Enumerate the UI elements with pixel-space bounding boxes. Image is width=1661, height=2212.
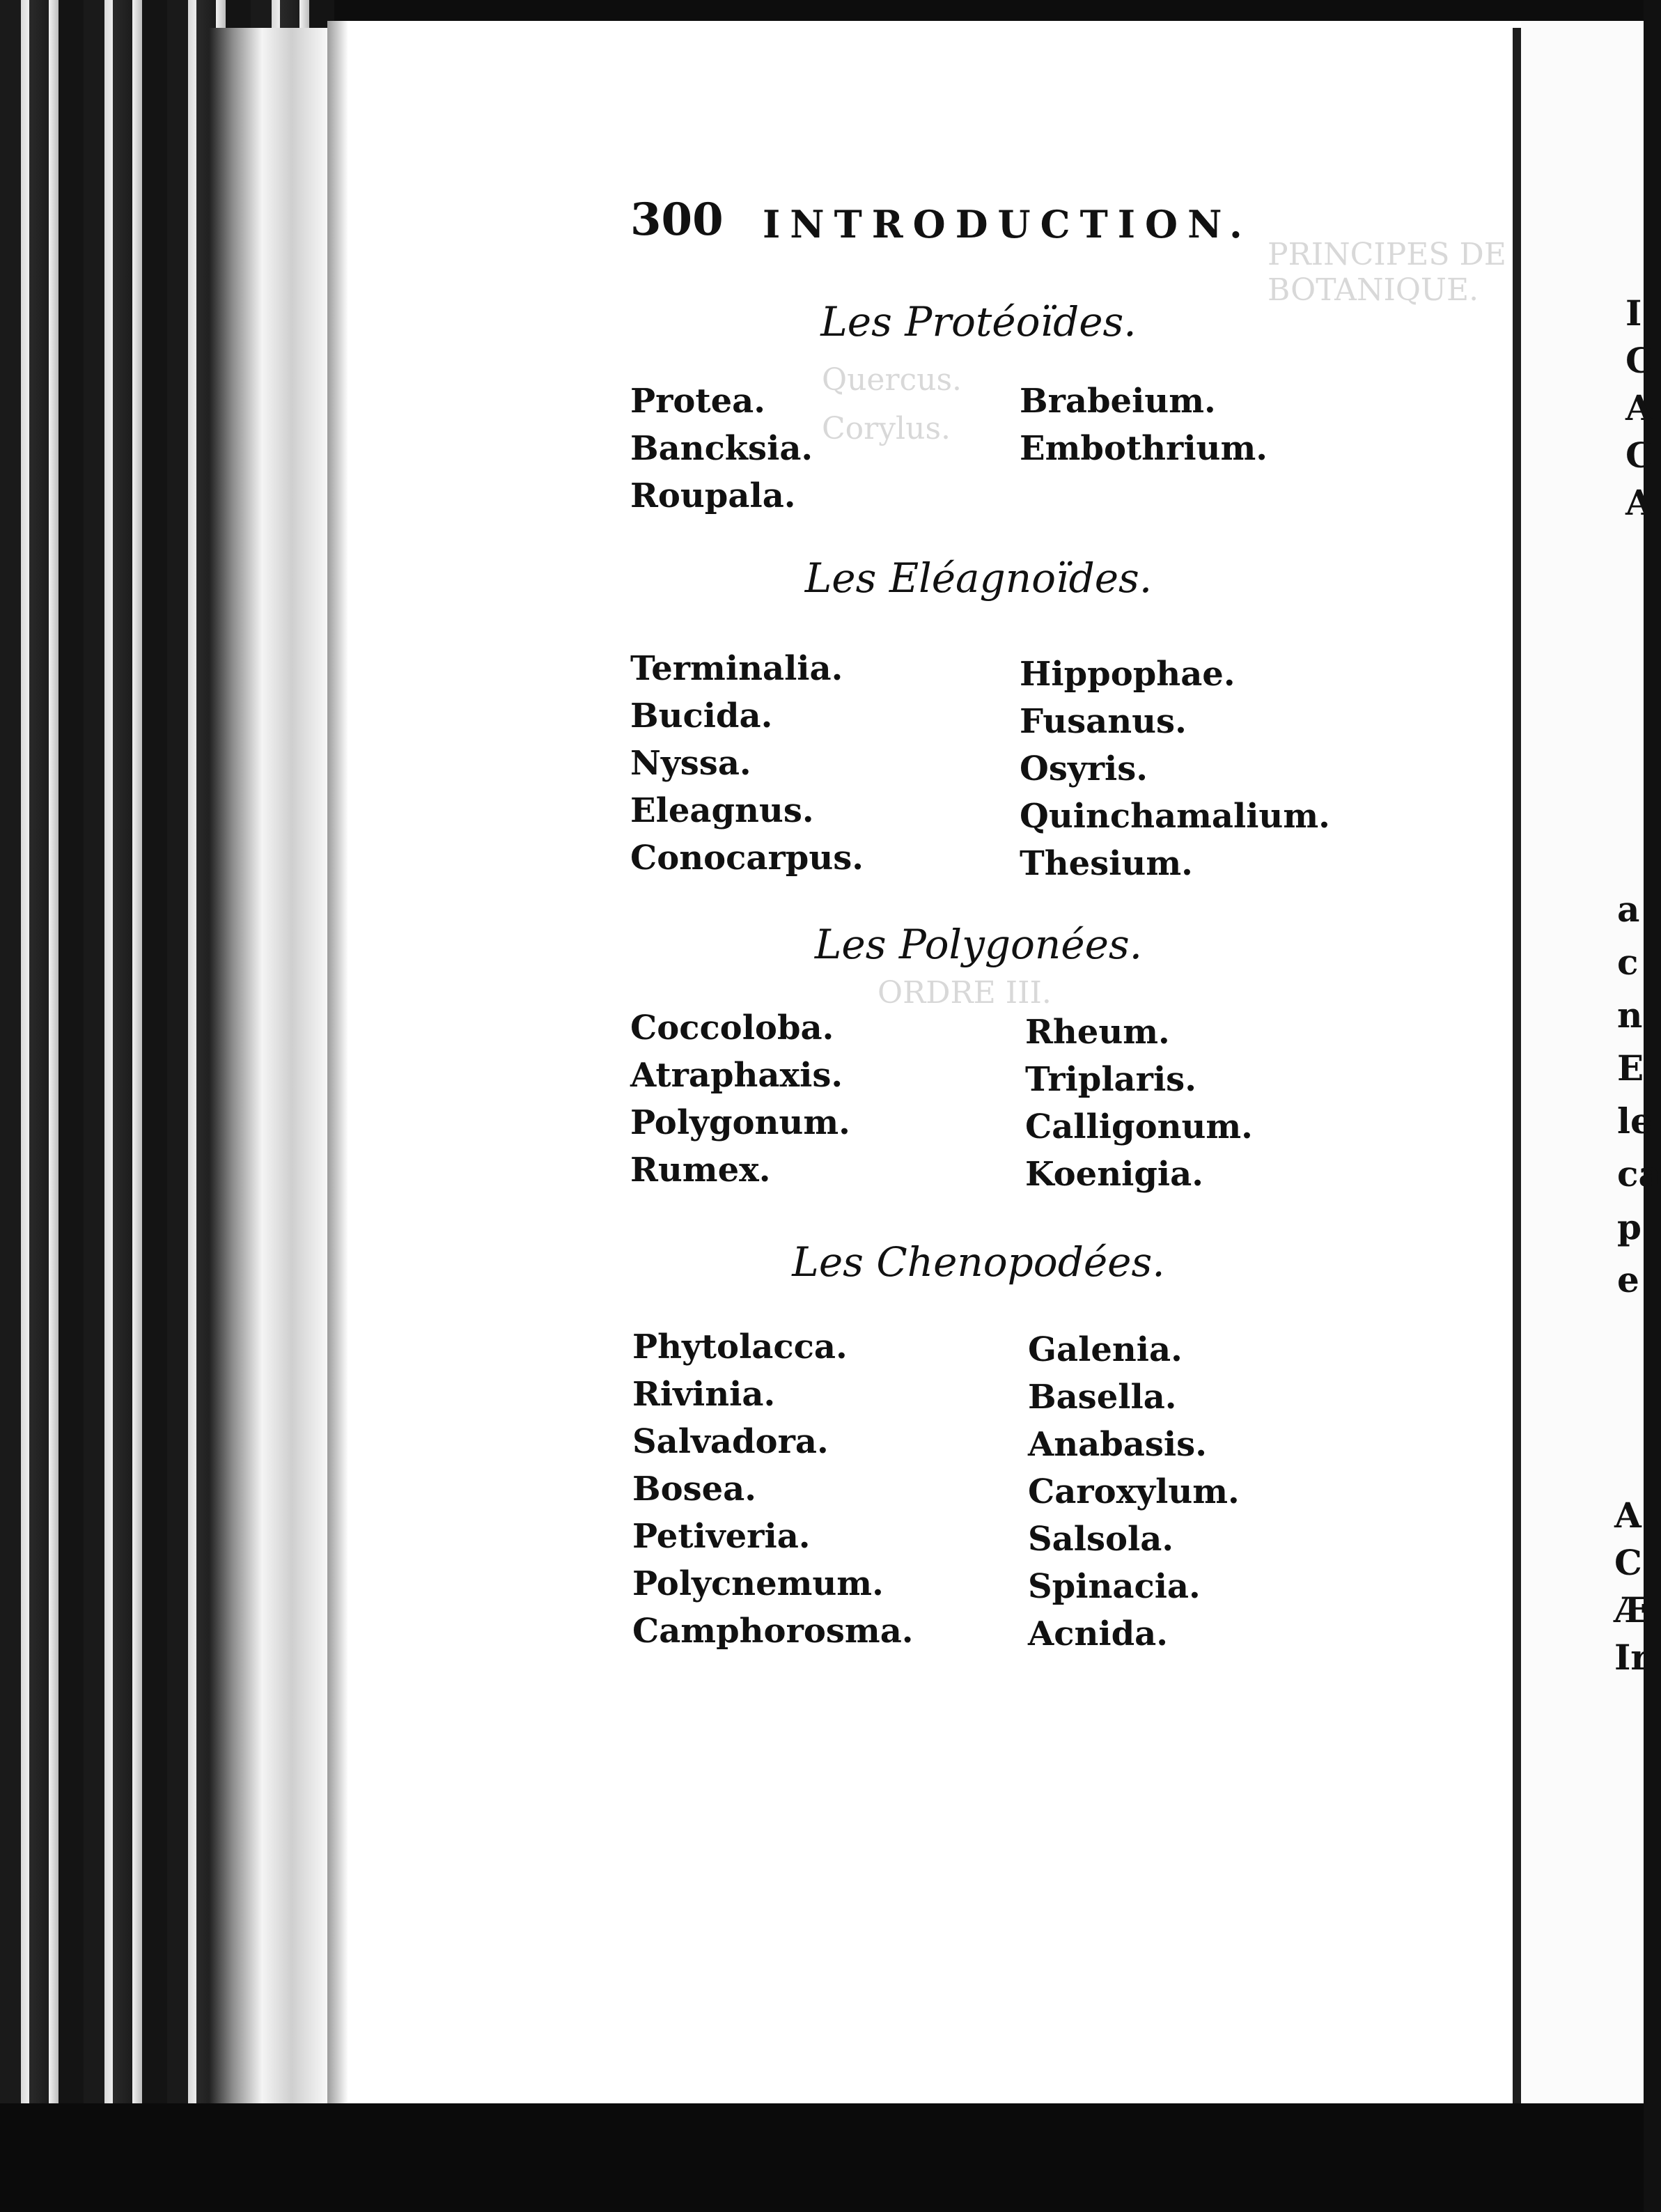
page-shadow xyxy=(327,21,348,2110)
genus-right: Brabeium. xyxy=(1020,382,1216,421)
genus-right: Thesium. xyxy=(1020,844,1193,883)
genus-left: Salvadora. xyxy=(632,1422,829,1461)
facing-page-fragment: e xyxy=(1617,1259,1639,1300)
facing-page-fragment: Æ xyxy=(1614,1589,1651,1630)
genus-right: Hippophae. xyxy=(1020,655,1235,694)
facing-page-fragment: E xyxy=(1617,1047,1644,1089)
facing-page-fragment: C xyxy=(1625,435,1653,476)
genus-right: Koenigia. xyxy=(1025,1155,1203,1194)
bleed-through: PRINCIPES DE BOTANIQUE. xyxy=(1268,237,1506,308)
genus-left: Terminalia. xyxy=(630,649,843,688)
bleed-through: ORDRE III. xyxy=(878,975,1052,1011)
facing-page-fragment: ca xyxy=(1617,1153,1661,1194)
genus-right: Embothrium. xyxy=(1020,429,1268,468)
genus-left: Roupala. xyxy=(630,476,796,515)
genus-right: Acnida. xyxy=(1028,1614,1168,1653)
genus-left: Conocarpus. xyxy=(630,839,864,878)
section-title: Les Polygonées. xyxy=(814,921,1143,968)
bleed-through: Quercus. xyxy=(822,362,962,398)
facing-page-fragment: a xyxy=(1617,889,1640,930)
facing-page-fragment: C xyxy=(1614,1542,1642,1583)
facing-page-fragment: A xyxy=(1625,482,1653,523)
facing-page-fragment: C xyxy=(1625,340,1653,381)
genus-left: Bosea. xyxy=(632,1470,756,1509)
facing-page-fragment: Ir xyxy=(1614,1637,1649,1678)
genus-right: Quinchamalium. xyxy=(1020,797,1330,836)
genus-left: Phytolacca. xyxy=(632,1327,848,1366)
genus-right: Galenia. xyxy=(1028,1330,1183,1369)
genus-right: Spinacia. xyxy=(1028,1567,1201,1606)
scan-bottom-edge xyxy=(0,2103,1644,2212)
page-number: 300 xyxy=(630,194,724,246)
facing-page-fragment: c xyxy=(1617,942,1639,983)
gutter-line xyxy=(1513,28,1521,2110)
genus-right: Basella. xyxy=(1028,1378,1177,1417)
facing-page-fragment: A xyxy=(1614,1495,1641,1536)
genus-right: Rheum. xyxy=(1025,1013,1170,1052)
running-head: INTRODUCTION. xyxy=(763,202,1252,247)
genus-right: Fusanus. xyxy=(1020,702,1187,741)
facing-page-fragment: A xyxy=(1625,387,1653,428)
genus-left: Bucida. xyxy=(630,696,773,735)
genus-right: Caroxylum. xyxy=(1028,1472,1240,1511)
genus-right: Osyris. xyxy=(1020,749,1148,788)
facing-page-fragment: p xyxy=(1617,1206,1641,1247)
genus-left: Polycnemum. xyxy=(632,1564,884,1603)
section-title: Les Eléagnoïdes. xyxy=(804,554,1153,602)
genus-left: Rumex. xyxy=(630,1151,771,1190)
page-header xyxy=(630,194,1327,249)
genus-left: Rivinia. xyxy=(632,1375,776,1414)
page-stack-edge xyxy=(209,28,327,2110)
facing-page-fragment: n xyxy=(1617,995,1643,1036)
section-title: Les Protéoïdes. xyxy=(820,298,1137,345)
genus-left: Bancksia. xyxy=(630,429,813,468)
genus-left: Polygonum. xyxy=(630,1103,850,1142)
genus-left: Atraphaxis. xyxy=(630,1056,843,1095)
genus-right: Salsola. xyxy=(1028,1520,1174,1559)
genus-left: Eleagnus. xyxy=(630,791,814,830)
genus-left: Nyssa. xyxy=(630,744,751,783)
section-title: Les Chenopodées. xyxy=(792,1238,1165,1286)
genus-right: Triplaris. xyxy=(1025,1060,1196,1099)
genus-left: Camphorosma. xyxy=(632,1612,914,1651)
genus-left: Coccoloba. xyxy=(630,1008,834,1047)
bleed-through: Corylus. xyxy=(822,411,951,446)
genus-right: Calligonum. xyxy=(1025,1107,1253,1146)
genus-right: Anabasis. xyxy=(1028,1425,1207,1464)
facing-page-fragment: le xyxy=(1617,1100,1653,1142)
facing-page-fragment: I xyxy=(1625,293,1642,334)
genus-left: Protea. xyxy=(630,382,765,421)
genus-left: Petiveria. xyxy=(632,1517,811,1556)
